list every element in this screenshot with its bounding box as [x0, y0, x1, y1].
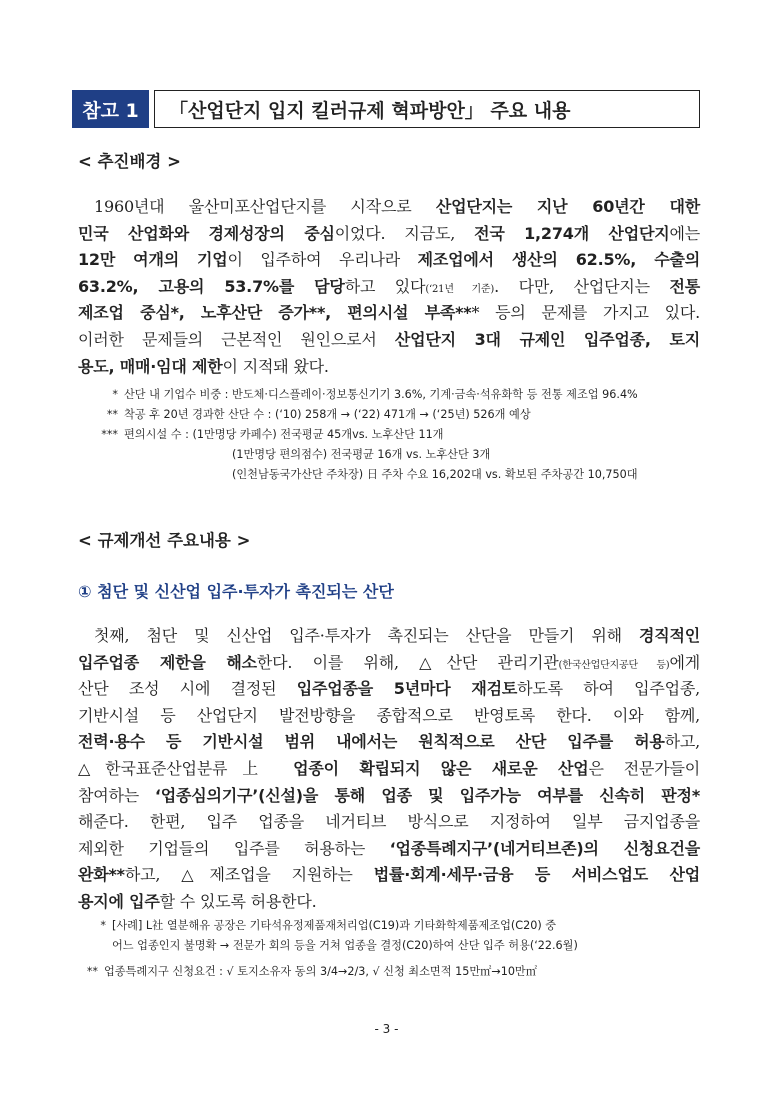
bold-text: 12만 여개의 기업 [78, 250, 228, 270]
text-segment: 산단 조성 시에 결정된 [78, 679, 297, 699]
footnote [94, 445, 638, 465]
footnote [94, 936, 578, 956]
text-line [78, 756, 700, 783]
page-title: 「산업단지 입지 킬러규제 혁파방안」 주요 내용 [154, 90, 700, 128]
text-line [78, 862, 700, 889]
bold-text: 법률·회계·세무·금융 등 서비스업도 산업 [373, 865, 700, 885]
reference-tag: 참고 1 [72, 90, 149, 128]
footnote [86, 962, 578, 982]
bold-text: 입주업종을 5년마다 재검토 [296, 679, 518, 699]
subsection-title: ① 첨단 및 신산업 입주·투자가 촉진되는 산단 [78, 582, 394, 601]
page-number: - 3 - [374, 1022, 399, 1036]
text-line [78, 221, 700, 248]
text-segment: △한국표준산업분류上 [78, 758, 294, 778]
text-line [78, 623, 700, 650]
text-line [78, 783, 700, 810]
bold-text: 용지에 입주 [78, 891, 160, 911]
footnote-text: 착공 후 20년 경과한 산단 수 : (‘10) 258개 → (‘22) 471개 → (‘25년) 526개 예상 [124, 408, 531, 421]
text-segment: 제외한 기업들의 입주를 허용하는 [78, 838, 390, 858]
text-line [78, 354, 700, 381]
text-line [78, 327, 700, 354]
footnote [94, 385, 638, 405]
text-segment: 에게 [669, 652, 700, 672]
improvement-footnotes [86, 916, 578, 982]
text-segment: 에는 [669, 223, 700, 243]
small-text: (한국산업단지공단 등) [558, 659, 670, 671]
text-segment: . 다만, 산업단지는 [494, 276, 670, 296]
footnote-mark [202, 445, 226, 465]
text-line [78, 836, 700, 863]
text-segment: 할 수 있도록 허용한다. [159, 891, 317, 911]
footnote-mark: ** [106, 408, 118, 421]
footnote-mark [202, 465, 226, 485]
text-segment: 한다. 이를 위해, △산단 관리기관 [256, 652, 559, 672]
text-line [78, 247, 700, 274]
bold-text: 63.2%, 고용의 53.7%를 담당 [78, 276, 345, 296]
footnote-mark: * [100, 919, 106, 932]
improvement-paragraph [78, 623, 700, 916]
footnote-mark: *** [101, 428, 118, 441]
bold-text: 전국 1,274개 산업단지 [474, 223, 670, 243]
footnote-mark [94, 936, 106, 956]
bold-text: 업종이 확립되지 않은 새로운 산업 [293, 758, 589, 778]
footnote [94, 425, 638, 445]
footnote-text: 편의시설 수 : (1만명당 카페수) 전국평균 45개vs. 노후산단 11개 [124, 428, 444, 441]
bold-text: 전력·용수 등 기반시설 범위 내에서는 원칙적으로 산단 입주를 허용 [78, 732, 665, 752]
bold-text: 경직적인 [638, 626, 700, 645]
footnote-text: 산단 내 기업수 비중 : 반도체·디스플레이·정보통신기기 3.6%, 기계·금속·석유화학 등 전통 제조업 96.4% [124, 388, 638, 401]
background-footnotes [94, 385, 638, 485]
text-segment: 참여하는 [78, 785, 155, 805]
footnote-text: 업종특례지구 신청요건 : √ 토지소유자 동의 3/4→2/3, √ 신청 최소면적 15만㎡→10만㎡ [104, 965, 537, 978]
text-segment: 기반시설 등 산업단지 발전방향을 종합적으로 반영토록 한다. 이와 함께, [78, 705, 700, 725]
bold-text: 완화** [78, 865, 125, 885]
footnote-text: (인천남동국가산단 주차장) 日 주차 수요 16,202대 vs. 확보된 주차공간 10,750대 [232, 468, 638, 481]
text-line [78, 809, 700, 836]
title-bar [72, 90, 700, 128]
text-segment: 하고 있다 [344, 276, 426, 296]
text-segment: 하도록 하여 입주업종, [517, 679, 700, 699]
text-segment: 이러한 문제들의 근본적인 원인으로서 [78, 329, 395, 349]
text-line [78, 889, 700, 916]
bold-text: 제조업에서 생산의 62.5%, 수출의 [417, 250, 700, 270]
background-paragraph [78, 194, 700, 380]
text-segment: 첫째, 첨단 및 신산업 입주·투자가 촉진되는 산단을 만들기 위해 [94, 626, 639, 645]
footnote-mark: * [112, 388, 118, 401]
bold-text: 산업단지 3대 규제인 입주업종, 토지 [394, 329, 700, 349]
text-line [78, 703, 700, 730]
small-text: (‘21년 기준) [425, 283, 495, 295]
text-segment: 하고, △제조업을 지원하는 [124, 865, 374, 885]
text-segment: 이 지적돼 왔다. [222, 356, 329, 376]
footnote-mark: ** [86, 965, 98, 978]
bold-text: 민국 산업화와 경제성장의 중심 [78, 223, 335, 243]
bold-text: ‘업종심의기구’(신설)을 통해 업종 및 입주가능 여부를 신속히 판정* [154, 785, 700, 805]
text-segment: 이었다. 지금도, [334, 223, 475, 243]
text-segment: * 등의 문제를 가지고 있다. [471, 303, 700, 323]
text-segment: 이 입주하여 우리나라 [227, 250, 418, 270]
text-segment: 하고, [664, 732, 700, 752]
text-segment: 해준다. 한편, 입주 업종을 네거티브 방식으로 지정하여 일부 금지업종을 [78, 812, 700, 832]
bold-text: 제조업 중심*, 노후산단 증가**, 편의시설 부족** [78, 303, 472, 323]
text-line [78, 650, 700, 677]
bold-text: ‘업종특례지구’(네거티브존)의 신청요건을 [389, 838, 700, 858]
section-heading-improvements: < 규제개선 주요내용 > [78, 531, 251, 550]
bold-text: 전통 [669, 276, 700, 296]
bold-text: 산업단지는 지난 60년간 대한 [435, 197, 700, 216]
section-heading-background: < 추진배경 > [78, 152, 181, 171]
footnote [94, 916, 578, 936]
text-line [78, 729, 700, 756]
text-line [78, 676, 700, 703]
text-line [78, 274, 700, 301]
text-segment: 은 전문가들이 [588, 758, 700, 778]
text-segment: 1960년대 울산미포산업단지를 시작으로 [94, 197, 436, 216]
footnote-text: (1만명당 편의점수) 전국평균 16개 vs. 노후산단 3개 [232, 448, 491, 461]
footnote-text: [사례] L社 열분해유 공장은 기타석유정제품재처리업(C19)과 기타화학제품제조업(C20) 중 [112, 919, 557, 932]
footnote [94, 405, 638, 425]
footnote-text: 어느 업종인지 불명확 → 전문가 회의 등을 거쳐 업종을 결정(C20)하여 산단 입주 허용(‘22.6월) [112, 939, 578, 952]
text-line [78, 194, 700, 221]
footnote [94, 465, 638, 485]
bold-text: 입주업종 제한을 해소 [78, 652, 257, 672]
bold-text: 용도, 매매·임대 제한 [78, 356, 223, 376]
text-line [78, 300, 700, 327]
